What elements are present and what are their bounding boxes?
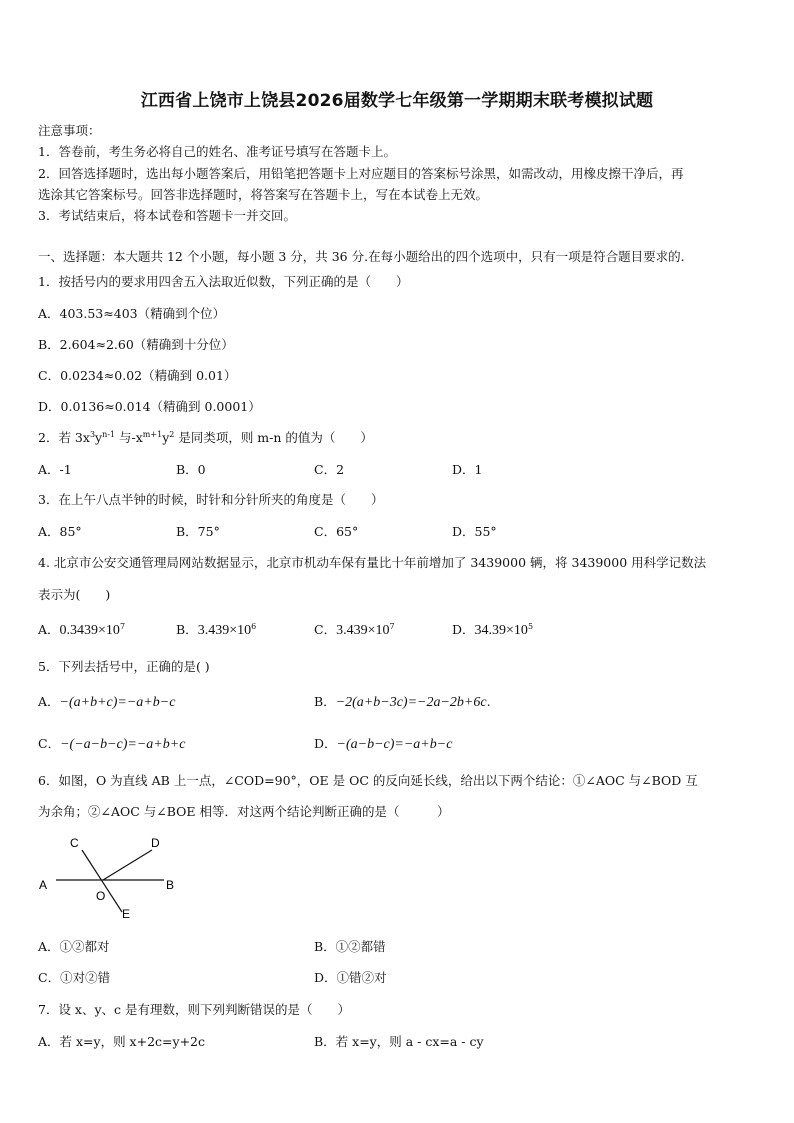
q3-option-b: B．75° bbox=[176, 524, 220, 539]
section-heading: 一、选择题：本大题共 12 个小题，每小题 3 分，共 36 分.在每小题给出的四个选项中，只有一项是符合题目要求的. bbox=[38, 249, 685, 264]
q2-prefix: 2．若 3x bbox=[38, 430, 90, 445]
q6-option-b: B．①②都错 bbox=[314, 939, 386, 954]
q5-d-label: D． bbox=[314, 736, 337, 751]
q2-stem bbox=[38, 428, 373, 446]
q4-b-exp: 6 bbox=[251, 621, 257, 631]
q6-option-d: D．①错②对 bbox=[314, 970, 387, 985]
q3-option-c: C．65° bbox=[314, 524, 359, 539]
q4-a-value: 0.3439×10 bbox=[59, 623, 120, 638]
q5-option-a bbox=[38, 692, 175, 711]
q6-stem-line-2: 为余角；②∠AOC 与∠BOE 相等．对这两个结论判断正确的是（ ） bbox=[38, 804, 450, 819]
q4-a-label: A． bbox=[38, 622, 60, 637]
q3-stem: 3．在上午八点半钟的时候，时针和分针所夹的角度是（ ） bbox=[38, 492, 384, 507]
label-c: C bbox=[70, 836, 79, 850]
notice-item-2-cont: 选涂其它答案标号。回答非选择题时，将答案写在答题卡上，写在本试卷上无效。 bbox=[38, 187, 489, 202]
q6-stem-line-1: 6．如图，O 为直线 AB 上一点，∠COD=90°，OE 是 OC 的反向延长线，给出以下两个结论：①∠AOC 与∠BOD 互 bbox=[38, 773, 698, 788]
q7-option-a: A．若 x=y，则 x+2c=y+2c bbox=[38, 1034, 205, 1049]
q4-d-value: 34.39×10 bbox=[474, 623, 528, 638]
q5-a-expr: −(a+b+c)=−a+b−c bbox=[59, 695, 176, 710]
page-title: 江西省上饶市上饶县2026届数学七年级第一学期期末联考模拟试题 bbox=[140, 91, 654, 111]
q5-option-b bbox=[314, 692, 491, 711]
q2-exp-4: 2 bbox=[169, 429, 175, 439]
q4-stem-line-2: 表示为( ) bbox=[38, 587, 111, 602]
q4-option-a bbox=[38, 620, 125, 639]
ray-od bbox=[103, 850, 152, 880]
q1-option-d: D．0.0136≈0.014（精确到 0.0001） bbox=[38, 399, 261, 414]
q5-b-tail: . bbox=[486, 694, 491, 709]
q2-y1: y bbox=[95, 430, 103, 445]
label-d: D bbox=[151, 836, 160, 850]
q5-b-label: B． bbox=[314, 694, 336, 709]
q4-c-value: 3.439×10 bbox=[336, 623, 390, 638]
q2-y2: y bbox=[162, 430, 170, 445]
q5-c-label: C． bbox=[38, 736, 61, 751]
label-o: O bbox=[96, 889, 106, 903]
q1-option-c: C．0.0234≈0.02（精确到 0.01） bbox=[38, 368, 237, 383]
q4-b-label: B． bbox=[176, 622, 198, 637]
q1-stem: 1．按括号内的要求用四舍五入法取近似数，下列正确的是（ ） bbox=[38, 274, 409, 289]
notice-item-3: 3．考试结束后，将本试卷和答题卡一并交回。 bbox=[38, 208, 296, 223]
q2-exp-1: 3 bbox=[89, 429, 96, 439]
q4-d-exp: 5 bbox=[527, 621, 534, 631]
q5-a-label: A． bbox=[38, 694, 60, 709]
q3-option-a: A．85° bbox=[38, 524, 82, 539]
q1-option-a: A．403.53≈403（精确到个位） bbox=[38, 306, 226, 321]
q2-exp-3: m+1 bbox=[142, 429, 163, 439]
q1-option-b: B．2.604≈2.60（精确到十分位） bbox=[38, 337, 234, 352]
q5-c-expr: −(−a−b−c)=−a+b+c bbox=[60, 737, 186, 752]
q2-mid: 与-x bbox=[115, 430, 143, 445]
q5-option-c bbox=[38, 734, 185, 753]
notice-item-2: 2．回答选择题时，选出每小题答案后，用铅笔把答题卡上对应题目的答案标号涂黑，如需改动，用橡皮擦干净后，再 bbox=[38, 166, 684, 181]
q7-option-b: B．若 x=y，则 a - cx=a - cy bbox=[314, 1034, 484, 1049]
q4-c-label: C． bbox=[314, 622, 337, 637]
q4-b-value: 3.439×10 bbox=[197, 623, 252, 638]
q6-figure bbox=[30, 828, 190, 928]
q4-d-label: D． bbox=[452, 622, 475, 637]
q4-option-d bbox=[452, 620, 533, 639]
q7-stem: 7．设 x、y、c 是有理数，则下列判断错误的是（ ） bbox=[38, 1002, 351, 1017]
q4-c-exp: 7 bbox=[389, 621, 395, 631]
label-a: A bbox=[39, 878, 48, 892]
notice-item-1: 1．答卷前，考生务必将自己的姓名、准考证号填写在答题卡上。 bbox=[38, 144, 396, 159]
q5-stem: 5．下列去括号中，正确的是( ) bbox=[38, 659, 210, 674]
q4-option-c bbox=[314, 620, 395, 639]
q2-exp-2: n-1 bbox=[102, 429, 116, 439]
q4-stem-line-1: 4. 北京市公安交通管理局网站数据显示，北京市机动车保有量比十年前增加了 3439000 辆，将 3439000 用科学记数法 bbox=[38, 555, 707, 570]
q6-option-c: C．①对②错 bbox=[38, 970, 111, 985]
q2-option-a: A．-1 bbox=[38, 462, 72, 477]
q4-option-b bbox=[176, 620, 256, 639]
q2-option-c: C．2 bbox=[314, 462, 345, 477]
notice-heading: 注意事项： bbox=[38, 123, 101, 138]
q5-option-d bbox=[314, 734, 452, 753]
q2-suffix: 是同类项，则 m-n 的值为（ ） bbox=[174, 430, 373, 445]
q3-option-d: D．55° bbox=[452, 524, 497, 539]
q4-a-exp: 7 bbox=[119, 621, 126, 631]
label-e: E bbox=[122, 907, 131, 921]
q5-b-expr: −2(a+b−3c)=−2a−2b+6c bbox=[335, 695, 487, 710]
q2-option-b: B．0 bbox=[176, 462, 206, 477]
q5-d-expr: −(a−b−c)=−a+b−c bbox=[336, 737, 453, 752]
q6-option-a: A．①②都对 bbox=[38, 939, 110, 954]
label-b: B bbox=[166, 878, 175, 892]
q2-option-d: D．1 bbox=[452, 462, 483, 477]
